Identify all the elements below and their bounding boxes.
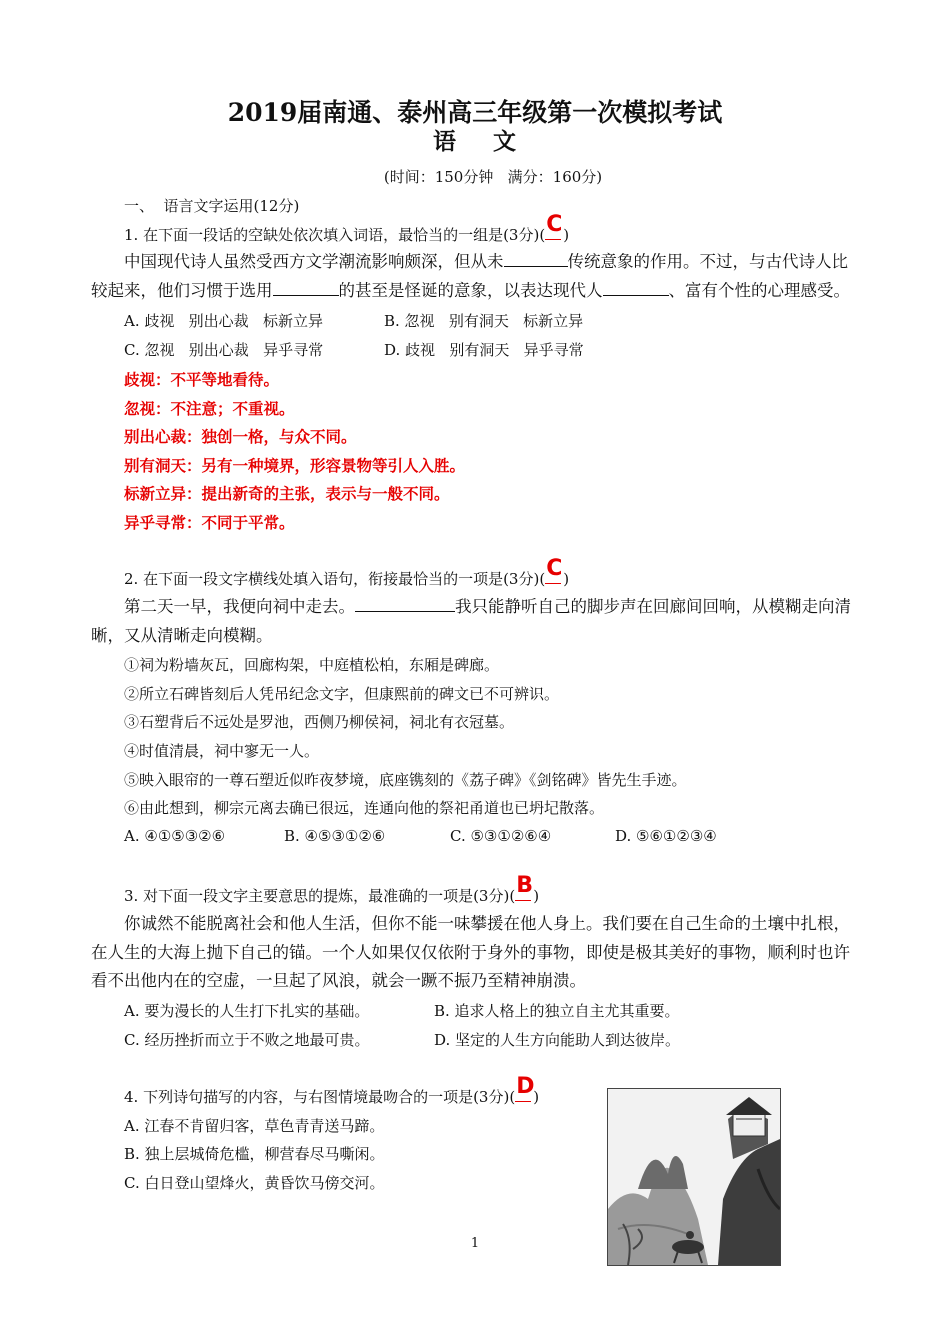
q2-option-a: A. ④①⑤③②⑥ <box>124 827 226 845</box>
q3-answer: B <box>516 873 533 898</box>
q3-stem: 3. 对下面一段文字主要意思的提炼，最准确的一项是(3分)( B ) <box>124 873 540 905</box>
q1-note: 异乎寻常：不同于平常。 <box>124 514 295 532</box>
q2-passage-line2: 晰，又从清晰走向模糊。 <box>91 626 273 645</box>
q1-answer: C <box>546 212 563 237</box>
exam-meta: (时间：150分钟 满分：160分) <box>383 168 603 186</box>
q2-passage-line1: 第二天一早，我便向祠中走去。 我只能静听自己的脚步声在回廊间回响，从模糊走向清 <box>124 597 851 616</box>
subject-title: 语 文 <box>432 128 518 155</box>
q3-option-d: D. 坚定的人生方向能助人到达彼岸。 <box>434 1031 681 1049</box>
q1-note: 歧视：不平等地看待。 <box>124 371 280 389</box>
q1-note: 忽视：不注意；不重视。 <box>124 400 295 418</box>
q1-note: 别有洞天：另有一种境界，形容景物等引人入胜。 <box>124 457 466 475</box>
q2-item: ②所立石碑皆刻后人凭吊纪念文字，但康熙前的碑文已不可辨识。 <box>124 685 560 703</box>
q1-option-b: B. 忽视 别有洞天 标新立异 <box>384 312 584 330</box>
q3-option-b: B. 追求人格上的独立自主尤其重要。 <box>434 1002 680 1020</box>
q2-item: ⑤映入眼帘的一尊石塑近似昨夜梦境，底座镌刻的《荔子碑》《剑铭碑》皆先生手迹。 <box>124 771 687 789</box>
q4-option-b: B. 独上层城倚危槛，柳营春尽马嘶闲。 <box>124 1145 385 1163</box>
q3-passage-line3: 看不出他内在的空虚，一旦起了风浪，就会一蹶不振乃至精神崩溃。 <box>91 971 586 990</box>
q2-item: ④时值清晨，祠中寥无一人。 <box>124 742 320 760</box>
q1-option-a: A. 歧视 别出心裁 标新立异 <box>124 312 323 330</box>
q4-stem: 4. 下列诗句描写的内容，与右图情境最吻合的一项是(3分)( D ) <box>124 1074 540 1106</box>
q1-option-c: C. 忽视 别出心裁 异乎寻常 <box>124 341 324 359</box>
q1-passage-line2: 较起来，他们习惯于选用 的甚至是怪诞的意象，以表达现代人 、富有个性的心理感受。 <box>91 281 850 300</box>
q1-option-d: D. 歧视 别有洞天 异乎寻常 <box>384 341 584 359</box>
q1-stem: 1. 在下面一段话的空缺处依次填入词语，最恰当的一组是(3分)( C ) <box>124 212 570 244</box>
q2-item: ①祠为粉墙灰瓦，回廊构架，中庭植松柏，东厢是碑廊。 <box>124 656 500 674</box>
exam-title: 2019届南通、泰州高三年级第一次模拟考试 <box>227 98 723 127</box>
page-number: 1 <box>470 1236 480 1251</box>
q1-passage-line1: 中国现代诗人虽然受西方文学潮流影响颇深，但从未 传统意象的作用。不过，与古代诗人比 <box>124 252 848 271</box>
q3-passage-line1: 你诚然不能脱离社会和他人生活，但你不能一味攀援在他人身上。我们要在自己生命的土壤中扎根， <box>124 914 850 933</box>
q2-option-b: B. ④⑤③①②⑥ <box>284 827 386 845</box>
q3-option-c: C. 经历挫折而立于不败之地最可贵。 <box>124 1031 370 1049</box>
q4-option-a: A. 江春不肯留归客，草色青青送马蹄。 <box>124 1117 385 1135</box>
q2-option-c: C. ⑤③①②⑥④ <box>450 827 552 845</box>
q4-answer: D <box>516 1074 535 1099</box>
q3-option-a: A. 要为漫长的人生打下扎实的基础。 <box>124 1002 370 1020</box>
q1-note: 别出心裁：独创一格，与众不同。 <box>124 428 357 446</box>
q2-stem: 2. 在下面一段文字横线处填入语句，衔接最恰当的一项是(3分)( C ) <box>124 556 570 588</box>
q1-note: 标新立异：提出新奇的主张，表示与一般不同。 <box>124 485 450 503</box>
q2-answer: C <box>546 556 563 581</box>
q2-item: ⑥由此想到，柳宗元离去确已很远，连通向他的祭祀甬道也已坍圮散落。 <box>124 799 605 817</box>
q2-option-d: D. ⑤⑥①②③④ <box>615 827 717 845</box>
q4-option-c: C. 白日登山望烽火，黄昏饮马傍交河。 <box>124 1174 385 1192</box>
section-heading: 一、 语言文字运用(12分) <box>124 197 300 215</box>
q3-passage-line2: 在人生的大海上抛下自己的锚。一个人如果仅仅依附于身外的事物，即使是极其美好的事物，顺利时也许 <box>91 943 850 962</box>
q2-item: ③石塑背后不远处是罗池，西侧乃柳侯祠，祠北有衣冠墓。 <box>124 713 515 731</box>
